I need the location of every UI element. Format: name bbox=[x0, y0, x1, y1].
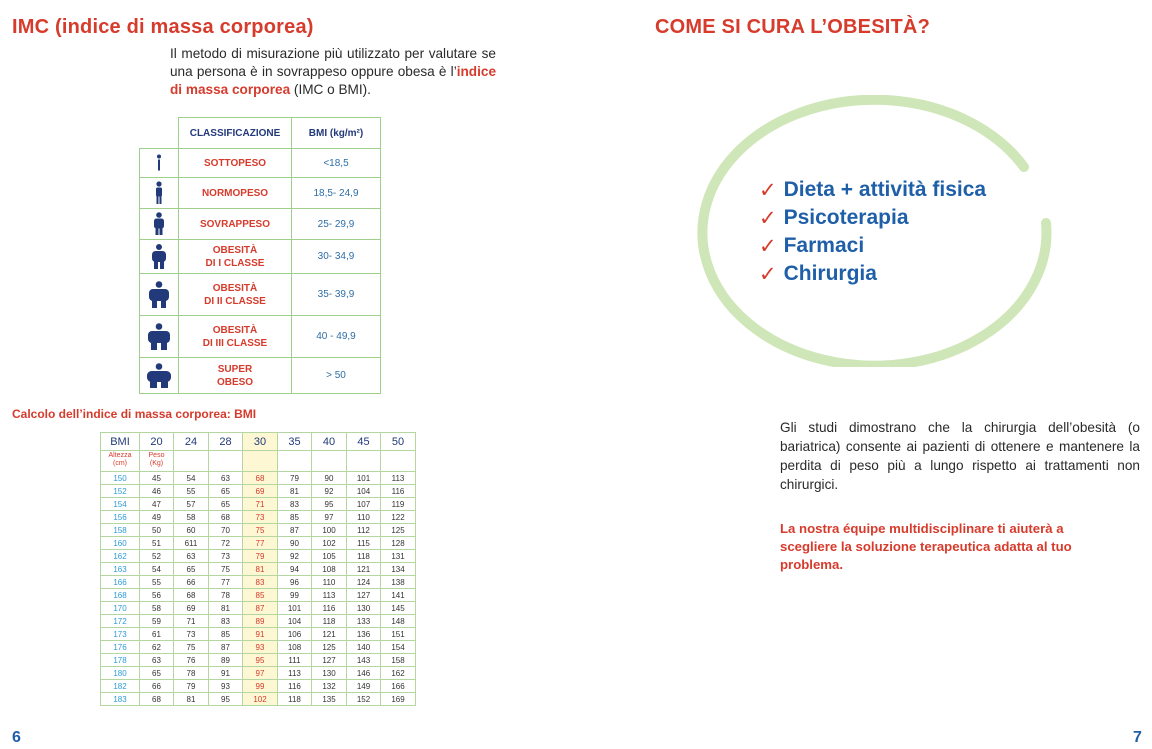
bmi-weight-cell: 65 bbox=[209, 485, 243, 498]
bmi-weight-label: Peso (Kg) bbox=[140, 451, 174, 472]
bmi-weight-cell: 121 bbox=[347, 563, 381, 576]
bmi-weight-cell: 118 bbox=[347, 550, 381, 563]
header-bmi: BMI (kg/m²) bbox=[292, 118, 381, 149]
bmi-table-row bbox=[101, 485, 416, 498]
cure-label: Chirurgia bbox=[783, 262, 877, 285]
bmi-weight-cell: 140 bbox=[347, 641, 381, 654]
bmi-weight-cell: 69 bbox=[243, 485, 278, 498]
bmi-weight-cell: 63 bbox=[209, 472, 243, 485]
bmi-weight-cell: 91 bbox=[209, 667, 243, 680]
bmi-weight-cell: 55 bbox=[174, 485, 209, 498]
bmi-weight-cell: 57 bbox=[174, 498, 209, 511]
classification-table bbox=[139, 117, 381, 394]
bmi-weight-cell: 104 bbox=[347, 485, 381, 498]
bmi-weight-cell: 112 bbox=[347, 524, 381, 537]
bmi-weight-cell: 81 bbox=[278, 485, 312, 498]
bmi-weight-cell: 77 bbox=[209, 576, 243, 589]
classification-label-line1: OBESITÀ bbox=[212, 282, 258, 294]
classification-label-line1: OBESITÀ bbox=[212, 324, 258, 336]
classification-label bbox=[179, 358, 292, 394]
bmi-header-row bbox=[101, 433, 416, 451]
bmi-weight-cell: 132 bbox=[312, 680, 347, 693]
page-number-left: 6 bbox=[12, 729, 21, 746]
bmi-weight-cell: 78 bbox=[174, 667, 209, 680]
checkmark-icon: ✓ bbox=[759, 234, 777, 258]
bmi-weight-cell: 85 bbox=[209, 628, 243, 641]
bmi-height-cell: 182 bbox=[101, 680, 140, 693]
bmi-table-row bbox=[101, 589, 416, 602]
bmi-weight-cell: 107 bbox=[347, 498, 381, 511]
header-blank-cell bbox=[140, 118, 179, 149]
bmi-weight-cell: 99 bbox=[278, 589, 312, 602]
bmi-weight-cell: 62 bbox=[140, 641, 174, 654]
classification-bmi: <18,5 bbox=[292, 149, 381, 178]
classification-label bbox=[179, 240, 292, 274]
bmi-calc-title: Calcolo dell’indice di massa corporea: BMI bbox=[12, 407, 257, 421]
bmi-weight-cell: 47 bbox=[140, 498, 174, 511]
classification-label bbox=[179, 149, 292, 178]
bmi-weight-cell: 158 bbox=[381, 654, 416, 667]
bmi-height-cell: 154 bbox=[101, 498, 140, 511]
bmi-weight-cell: 94 bbox=[278, 563, 312, 576]
bmi-weight-cell: 93 bbox=[243, 641, 278, 654]
classification-label bbox=[179, 178, 292, 209]
bmi-subheader-cell bbox=[381, 451, 416, 472]
bmi-weight-cell: 83 bbox=[209, 615, 243, 628]
bmi-header-cell: 45 bbox=[347, 433, 381, 451]
bmi-height-cell: 176 bbox=[101, 641, 140, 654]
bmi-weight-cell: 151 bbox=[381, 628, 416, 641]
bmi-weight-cell: 79 bbox=[278, 472, 312, 485]
bmi-weight-cell: 128 bbox=[381, 537, 416, 550]
bmi-weight-cell: 68 bbox=[243, 472, 278, 485]
bmi-height-label: Altezza (cm) bbox=[101, 451, 140, 472]
bmi-weight-cell: 65 bbox=[174, 563, 209, 576]
bmi-weight-cell: 51 bbox=[140, 537, 174, 550]
cure-label: Dieta + attività fisica bbox=[783, 178, 987, 201]
bmi-table-body bbox=[101, 472, 416, 706]
page-title-cure: COME SI CURA L’OBESITÀ? bbox=[655, 16, 930, 38]
bmi-weight-cell: 45 bbox=[140, 472, 174, 485]
bmi-weight-cell: 65 bbox=[209, 498, 243, 511]
bmi-weight-cell: 134 bbox=[381, 563, 416, 576]
cure-list-item bbox=[759, 176, 986, 204]
page-title-imc: IMC (indice di massa corporea) bbox=[12, 16, 314, 38]
bmi-weight-cell: 63 bbox=[140, 654, 174, 667]
bmi-weight-cell: 61 bbox=[140, 628, 174, 641]
bmi-table-row bbox=[101, 576, 416, 589]
bmi-weight-cell: 81 bbox=[243, 563, 278, 576]
bmi-weight-cell: 152 bbox=[347, 693, 381, 706]
bmi-weight-cell: 113 bbox=[312, 589, 347, 602]
cure-list bbox=[759, 176, 986, 288]
bmi-weight-cell: 85 bbox=[243, 589, 278, 602]
bmi-height-cell: 178 bbox=[101, 654, 140, 667]
bmi-weight-cell: 133 bbox=[347, 615, 381, 628]
bmi-weight-cell: 110 bbox=[312, 576, 347, 589]
bmi-header-cell: 40 bbox=[312, 433, 347, 451]
bmi-weight-cell: 60 bbox=[174, 524, 209, 537]
bmi-weight-cell: 127 bbox=[312, 654, 347, 667]
bmi-weight-cell: 110 bbox=[347, 511, 381, 524]
study-paragraph: Gli studi dimostrano che la chirurgia dell’obesità (o bariatrica) consente ai pazienti di ottenere e mantenere la perdita di peso più a lungo rispetto ai trattamenti non chirurgici. bbox=[780, 420, 1140, 492]
bmi-height-cell: 150 bbox=[101, 472, 140, 485]
bmi-weight-cell: 146 bbox=[347, 667, 381, 680]
bmi-weight-cell: 63 bbox=[174, 550, 209, 563]
bmi-weight-cell: 95 bbox=[243, 654, 278, 667]
bmi-subheader-cell bbox=[312, 451, 347, 472]
bmi-weight-cell: 116 bbox=[278, 680, 312, 693]
bmi-weight-cell: 95 bbox=[312, 498, 347, 511]
bmi-weight-cell: 138 bbox=[381, 576, 416, 589]
bmi-header-cell: 35 bbox=[278, 433, 312, 451]
bmi-header-cell: 24 bbox=[174, 433, 209, 451]
bmi-weight-cell: 89 bbox=[209, 654, 243, 667]
bmi-weight-cell: 122 bbox=[381, 511, 416, 524]
bmi-weight-cell: 148 bbox=[381, 615, 416, 628]
bmi-height-cell: 160 bbox=[101, 537, 140, 550]
bmi-weight-cell: 75 bbox=[209, 563, 243, 576]
bmi-weight-cell: 68 bbox=[174, 589, 209, 602]
bmi-height-cell: 158 bbox=[101, 524, 140, 537]
bmi-table-row bbox=[101, 667, 416, 680]
bmi-table-row bbox=[101, 641, 416, 654]
bmi-weight-cell: 96 bbox=[278, 576, 312, 589]
bmi-weight-cell: 79 bbox=[174, 680, 209, 693]
cure-list-item bbox=[759, 204, 986, 232]
bmi-weight-cell: 124 bbox=[347, 576, 381, 589]
bmi-weight-cell: 101 bbox=[278, 602, 312, 615]
classification-label-line1: SOVRAPPESO bbox=[199, 218, 271, 230]
bmi-weight-cell: 66 bbox=[174, 576, 209, 589]
bmi-weight-cell: 118 bbox=[278, 693, 312, 706]
bmi-weight-cell: 115 bbox=[347, 537, 381, 550]
bmi-weight-cell: 90 bbox=[278, 537, 312, 550]
bmi-weight-cell: 46 bbox=[140, 485, 174, 498]
classification-label-line2: DI I CLASSE bbox=[205, 257, 265, 269]
bmi-weight-cell: 92 bbox=[312, 485, 347, 498]
cure-label: Farmaci bbox=[783, 234, 865, 257]
classification-row bbox=[140, 316, 381, 358]
bmi-weight-cell: 68 bbox=[140, 693, 174, 706]
bmi-weight-cell: 76 bbox=[174, 654, 209, 667]
bmi-weight-cell: 99 bbox=[243, 680, 278, 693]
classification-label-line2: DI II CLASSE bbox=[204, 295, 266, 307]
bmi-weight-cell: 78 bbox=[209, 589, 243, 602]
bmi-weight-cell: 92 bbox=[278, 550, 312, 563]
bmi-weight-cell: 69 bbox=[174, 602, 209, 615]
bmi-weight-cell: 73 bbox=[209, 550, 243, 563]
bmi-table-row bbox=[101, 550, 416, 563]
bmi-weight-cell: 130 bbox=[347, 602, 381, 615]
bmi-weight-cell: 611 bbox=[174, 537, 209, 550]
bmi-table-row bbox=[101, 537, 416, 550]
bmi-weight-cell: 106 bbox=[278, 628, 312, 641]
bmi-weight-cell: 73 bbox=[243, 511, 278, 524]
bmi-weight-cell: 71 bbox=[243, 498, 278, 511]
bmi-weight-cell: 113 bbox=[381, 472, 416, 485]
person-overweight-icon bbox=[140, 209, 179, 240]
bmi-header-cell: 50 bbox=[381, 433, 416, 451]
classification-label bbox=[179, 274, 292, 316]
bmi-weight-cell: 116 bbox=[312, 602, 347, 615]
bmi-weight-cell: 105 bbox=[312, 550, 347, 563]
bmi-subheader-cell bbox=[243, 451, 278, 472]
person-thin-icon bbox=[140, 149, 179, 178]
bmi-weight-cell: 87 bbox=[209, 641, 243, 654]
bmi-height-cell: 173 bbox=[101, 628, 140, 641]
bmi-weight-cell: 55 bbox=[140, 576, 174, 589]
classification-label-line1: OBESITÀ bbox=[212, 244, 258, 256]
classification-bmi: 18,5- 24,9 bbox=[292, 178, 381, 209]
intro-highlight: indice di massa corporea bbox=[170, 64, 496, 97]
page-number-right: 7 bbox=[1133, 729, 1142, 746]
bmi-weight-cell: 85 bbox=[278, 511, 312, 524]
bmi-height-cell: 163 bbox=[101, 563, 140, 576]
bmi-header-cell: 20 bbox=[140, 433, 174, 451]
bmi-subheader-row bbox=[101, 451, 416, 472]
bmi-weight-cell: 131 bbox=[381, 550, 416, 563]
bmi-weight-cell: 143 bbox=[347, 654, 381, 667]
classification-label-line1: SUPER bbox=[217, 363, 253, 375]
classification-label bbox=[179, 209, 292, 240]
bmi-table-row bbox=[101, 498, 416, 511]
classification-label-line1: NORMOPESO bbox=[201, 187, 269, 199]
bmi-weight-cell: 70 bbox=[209, 524, 243, 537]
classification-label-line1: SOTTOPESO bbox=[203, 157, 267, 169]
team-paragraph: La nostra équipe multidisciplinare ti aiuterà a scegliere la soluzione terapeutica adatta al tuo problema. bbox=[780, 521, 1072, 572]
classification-row bbox=[140, 209, 381, 240]
bmi-weight-cell: 102 bbox=[312, 537, 347, 550]
bmi-weight-cell: 149 bbox=[347, 680, 381, 693]
header-classification: CLASSIFICAZIONE bbox=[179, 118, 292, 149]
bmi-weight-cell: 118 bbox=[312, 615, 347, 628]
cure-list-item bbox=[759, 232, 986, 260]
bmi-weight-cell: 58 bbox=[140, 602, 174, 615]
checkmark-icon: ✓ bbox=[759, 262, 777, 286]
bmi-weight-cell: 119 bbox=[381, 498, 416, 511]
classification-bmi: 30- 34,9 bbox=[292, 240, 381, 274]
bmi-subheader-cell bbox=[347, 451, 381, 472]
bmi-weight-cell: 59 bbox=[140, 615, 174, 628]
intro-text-start: Il metodo di misurazione più utilizzato per valutare se una persona è in sovrappeso oppure obesa è l’ bbox=[170, 46, 496, 79]
classification-row bbox=[140, 274, 381, 316]
bmi-table-row bbox=[101, 472, 416, 485]
bmi-weight-cell: 83 bbox=[243, 576, 278, 589]
bmi-weight-cell: 87 bbox=[278, 524, 312, 537]
bmi-weight-cell: 102 bbox=[243, 693, 278, 706]
bmi-height-cell: 168 bbox=[101, 589, 140, 602]
bmi-table-row bbox=[101, 628, 416, 641]
bmi-height-cell: 152 bbox=[101, 485, 140, 498]
bmi-weight-cell: 100 bbox=[312, 524, 347, 537]
bmi-weight-cell: 108 bbox=[278, 641, 312, 654]
bmi-weight-cell: 58 bbox=[174, 511, 209, 524]
bmi-weight-cell: 79 bbox=[243, 550, 278, 563]
bmi-header-cell: 28 bbox=[209, 433, 243, 451]
bmi-weight-cell: 166 bbox=[381, 680, 416, 693]
bmi-weight-cell: 65 bbox=[140, 667, 174, 680]
bmi-height-cell: 166 bbox=[101, 576, 140, 589]
checkmark-icon: ✓ bbox=[759, 206, 777, 230]
bmi-weight-cell: 77 bbox=[243, 537, 278, 550]
classification-bmi: 40 - 49,9 bbox=[292, 316, 381, 358]
bmi-weight-cell: 68 bbox=[209, 511, 243, 524]
classification-bmi: > 50 bbox=[292, 358, 381, 394]
classification-row bbox=[140, 358, 381, 394]
bmi-weight-cell: 54 bbox=[174, 472, 209, 485]
intro-text-end: (IMC o BMI). bbox=[290, 82, 371, 97]
bmi-weight-cell: 104 bbox=[278, 615, 312, 628]
classification-label bbox=[179, 316, 292, 358]
bmi-subheader-cell bbox=[174, 451, 209, 472]
bmi-weight-cell: 97 bbox=[243, 667, 278, 680]
classification-label-line2: DI III CLASSE bbox=[202, 337, 268, 349]
intro-paragraph bbox=[170, 45, 496, 99]
bmi-header-cell: BMI bbox=[101, 433, 140, 451]
person-obese-3-icon bbox=[140, 316, 179, 358]
bmi-weight-cell: 97 bbox=[312, 511, 347, 524]
bmi-weight-cell: 89 bbox=[243, 615, 278, 628]
bmi-weight-cell: 145 bbox=[381, 602, 416, 615]
bmi-weight-cell: 113 bbox=[278, 667, 312, 680]
bmi-weight-cell: 125 bbox=[312, 641, 347, 654]
bmi-header-cell: 30 bbox=[243, 433, 278, 451]
bmi-calculation-table bbox=[100, 432, 416, 706]
bmi-weight-cell: 54 bbox=[140, 563, 174, 576]
bmi-weight-cell: 75 bbox=[174, 641, 209, 654]
checkmark-icon: ✓ bbox=[759, 178, 777, 202]
bmi-subheader-cell bbox=[209, 451, 243, 472]
bmi-weight-cell: 49 bbox=[140, 511, 174, 524]
bmi-weight-cell: 73 bbox=[174, 628, 209, 641]
bmi-weight-cell: 81 bbox=[209, 602, 243, 615]
bmi-weight-cell: 127 bbox=[347, 589, 381, 602]
bmi-weight-cell: 101 bbox=[347, 472, 381, 485]
bmi-weight-cell: 125 bbox=[381, 524, 416, 537]
bmi-weight-cell: 81 bbox=[174, 693, 209, 706]
bmi-weight-cell: 111 bbox=[278, 654, 312, 667]
person-obese-2-icon bbox=[140, 274, 179, 316]
classification-label-line2: OBESO bbox=[216, 376, 254, 388]
right-page bbox=[576, 0, 1152, 749]
bmi-weight-cell: 121 bbox=[312, 628, 347, 641]
bmi-weight-cell: 116 bbox=[381, 485, 416, 498]
bmi-table-row bbox=[101, 524, 416, 537]
bmi-table-row bbox=[101, 693, 416, 706]
bmi-weight-cell: 108 bbox=[312, 563, 347, 576]
bmi-weight-cell: 50 bbox=[140, 524, 174, 537]
bmi-weight-cell: 71 bbox=[174, 615, 209, 628]
bmi-weight-cell: 162 bbox=[381, 667, 416, 680]
bmi-table-row bbox=[101, 615, 416, 628]
cure-list-item bbox=[759, 260, 986, 288]
bmi-weight-cell: 135 bbox=[312, 693, 347, 706]
bmi-weight-cell: 87 bbox=[243, 602, 278, 615]
classification-row bbox=[140, 240, 381, 274]
bmi-height-cell: 183 bbox=[101, 693, 140, 706]
bmi-height-cell: 172 bbox=[101, 615, 140, 628]
bmi-height-cell: 156 bbox=[101, 511, 140, 524]
bmi-weight-cell: 83 bbox=[278, 498, 312, 511]
bmi-weight-cell: 56 bbox=[140, 589, 174, 602]
bmi-weight-cell: 52 bbox=[140, 550, 174, 563]
bmi-weight-cell: 169 bbox=[381, 693, 416, 706]
bmi-weight-cell: 95 bbox=[209, 693, 243, 706]
bmi-weight-cell: 154 bbox=[381, 641, 416, 654]
cure-label: Psicoterapia bbox=[783, 206, 909, 229]
bmi-weight-cell: 90 bbox=[312, 472, 347, 485]
bmi-weight-cell: 141 bbox=[381, 589, 416, 602]
classification-bmi: 25- 29,9 bbox=[292, 209, 381, 240]
bmi-subheader-cell bbox=[278, 451, 312, 472]
person-super-obese-icon bbox=[140, 358, 179, 394]
bmi-height-cell: 162 bbox=[101, 550, 140, 563]
classification-header-row bbox=[140, 118, 381, 149]
bmi-table-row bbox=[101, 511, 416, 524]
bmi-weight-cell: 130 bbox=[312, 667, 347, 680]
classification-bmi: 35- 39,9 bbox=[292, 274, 381, 316]
classification-row bbox=[140, 149, 381, 178]
bmi-weight-cell: 91 bbox=[243, 628, 278, 641]
person-normal-icon bbox=[140, 178, 179, 209]
bmi-weight-cell: 93 bbox=[209, 680, 243, 693]
bmi-table-row bbox=[101, 680, 416, 693]
bmi-weight-cell: 66 bbox=[140, 680, 174, 693]
person-obese-1-icon bbox=[140, 240, 179, 274]
bmi-table-row bbox=[101, 563, 416, 576]
bmi-weight-cell: 75 bbox=[243, 524, 278, 537]
bmi-table-row bbox=[101, 602, 416, 615]
bmi-weight-cell: 72 bbox=[209, 537, 243, 550]
bmi-weight-cell: 136 bbox=[347, 628, 381, 641]
bmi-table-row bbox=[101, 654, 416, 667]
bmi-height-cell: 170 bbox=[101, 602, 140, 615]
bmi-height-cell: 180 bbox=[101, 667, 140, 680]
classification-row bbox=[140, 178, 381, 209]
